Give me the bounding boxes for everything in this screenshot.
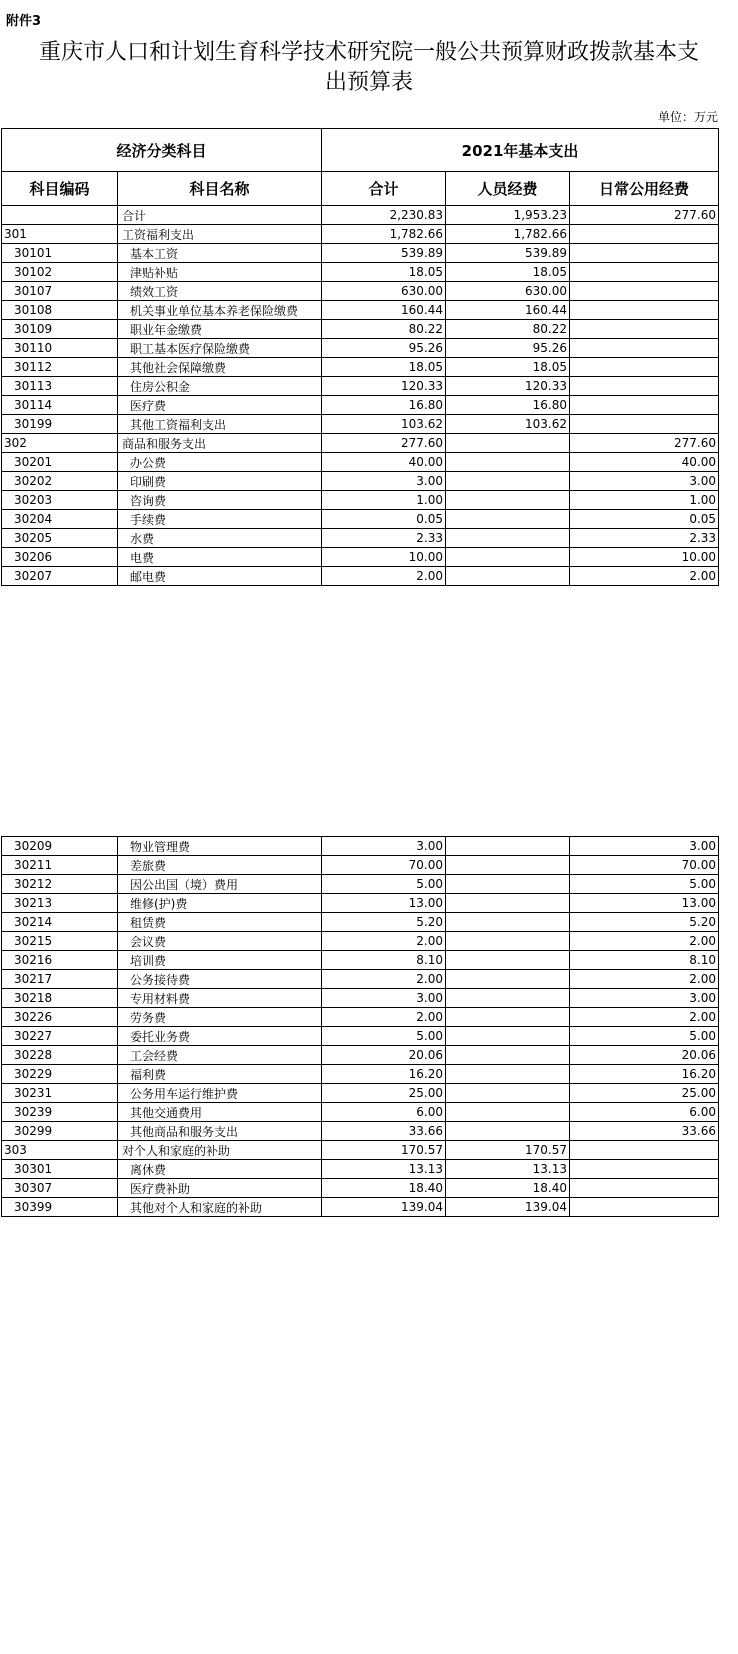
header-total: 合计 — [322, 172, 446, 206]
row-total: 95.26 — [322, 339, 446, 358]
row-public: 40.00 — [570, 453, 719, 472]
row-personnel — [446, 491, 570, 510]
header-econ-class: 经济分类科目 — [2, 129, 322, 172]
attachment-label: 附件3 — [6, 14, 42, 29]
row-total: 13.13 — [322, 1160, 446, 1179]
row-personnel — [446, 932, 570, 951]
row-public: 1.00 — [570, 491, 719, 510]
row-personnel: 16.80 — [446, 396, 570, 415]
row-name: 电费 — [118, 548, 322, 567]
row-personnel: 139.04 — [446, 1198, 570, 1217]
table-row — [2, 491, 719, 510]
row-total: 5.00 — [322, 1027, 446, 1046]
row-public: 2.00 — [570, 1008, 719, 1027]
row-public: 20.06 — [570, 1046, 719, 1065]
row-personnel: 18.40 — [446, 1179, 570, 1198]
row-code: 30216 — [2, 951, 118, 970]
row-name: 机关事业单位基本养老保险缴费 — [118, 301, 322, 320]
row-name: 差旅费 — [118, 856, 322, 875]
row-name: 委托业务费 — [118, 1027, 322, 1046]
table-row — [2, 1160, 719, 1179]
row-personnel — [446, 567, 570, 586]
row-code: 30307 — [2, 1179, 118, 1198]
row-personnel — [446, 453, 570, 472]
row-name: 培训费 — [118, 951, 322, 970]
table-row — [2, 856, 719, 875]
table-row — [2, 415, 719, 434]
header-name: 科目名称 — [118, 172, 322, 206]
row-public: 5.00 — [570, 1027, 719, 1046]
row-code: 30213 — [2, 894, 118, 913]
row-public — [570, 282, 719, 301]
row-name: 物业管理费 — [118, 837, 322, 856]
row-name: 住房公积金 — [118, 377, 322, 396]
row-public: 16.20 — [570, 1065, 719, 1084]
row-name: 办公费 — [118, 453, 322, 472]
row-total: 6.00 — [322, 1103, 446, 1122]
row-code: 30215 — [2, 932, 118, 951]
row-name: 医疗费 — [118, 396, 322, 415]
row-public: 2.00 — [570, 567, 719, 586]
row-code: 30301 — [2, 1160, 118, 1179]
row-public — [570, 377, 719, 396]
table-row — [2, 970, 719, 989]
row-name: 福利费 — [118, 1065, 322, 1084]
row-public: 2.00 — [570, 970, 719, 989]
row-code: 302 — [2, 434, 118, 453]
row-personnel: 1,782.66 — [446, 225, 570, 244]
row-personnel: 170.57 — [446, 1141, 570, 1160]
row-personnel — [446, 1027, 570, 1046]
row-code: 30201 — [2, 453, 118, 472]
table-row — [2, 244, 719, 263]
header-year-expense: 2021年基本支出 — [322, 129, 719, 172]
row-public: 6.00 — [570, 1103, 719, 1122]
row-name: 基本工资 — [118, 244, 322, 263]
table-row — [2, 1027, 719, 1046]
row-public — [570, 415, 719, 434]
row-name: 其他工资福利支出 — [118, 415, 322, 434]
row-total: 18.40 — [322, 1179, 446, 1198]
row-personnel — [446, 1046, 570, 1065]
row-code: 30218 — [2, 989, 118, 1008]
row-public: 25.00 — [570, 1084, 719, 1103]
row-total: 5.00 — [322, 875, 446, 894]
title-line-1: 重庆市人口和计划生育科学技术研究院一般公共预算财政拨款基本支 — [38, 40, 699, 65]
row-public: 2.00 — [570, 932, 719, 951]
table-row — [2, 1065, 719, 1084]
row-code: 30204 — [2, 510, 118, 529]
row-code: 30112 — [2, 358, 118, 377]
row-name: 劳务费 — [118, 1008, 322, 1027]
row-personnel — [446, 1103, 570, 1122]
row-total: 18.05 — [322, 263, 446, 282]
row-code: 30217 — [2, 970, 118, 989]
row-name: 租赁费 — [118, 913, 322, 932]
row-total: 3.00 — [322, 472, 446, 491]
row-total: 277.60 — [322, 434, 446, 453]
row-name: 因公出国（境）费用 — [118, 875, 322, 894]
row-total: 3.00 — [322, 837, 446, 856]
table-row — [2, 548, 719, 567]
row-public: 5.20 — [570, 913, 719, 932]
row-personnel — [446, 434, 570, 453]
row-total: 1,782.66 — [322, 225, 446, 244]
row-code: 30227 — [2, 1027, 118, 1046]
row-personnel — [446, 875, 570, 894]
row-name: 工资福利支出 — [118, 225, 322, 244]
row-total: 2.00 — [322, 932, 446, 951]
row-personnel: 160.44 — [446, 301, 570, 320]
row-name: 公务接待费 — [118, 970, 322, 989]
row-total: 80.22 — [322, 320, 446, 339]
row-total: 539.89 — [322, 244, 446, 263]
table-row — [2, 396, 719, 415]
row-name: 津贴补贴 — [118, 263, 322, 282]
table-row — [2, 932, 719, 951]
row-code: 30199 — [2, 415, 118, 434]
row-personnel — [446, 1084, 570, 1103]
header-code: 科目编码 — [2, 172, 118, 206]
row-public: 70.00 — [570, 856, 719, 875]
header-personnel: 人员经费 — [446, 172, 570, 206]
row-public — [570, 263, 719, 282]
row-total: 5.20 — [322, 913, 446, 932]
table-row — [2, 263, 719, 282]
row-public: 3.00 — [570, 989, 719, 1008]
row-code: 30211 — [2, 856, 118, 875]
row-personnel: 18.05 — [446, 358, 570, 377]
row-personnel — [446, 989, 570, 1008]
row-public: 277.60 — [570, 206, 719, 225]
row-name: 咨询费 — [118, 491, 322, 510]
row-public: 2.33 — [570, 529, 719, 548]
row-name: 会议费 — [118, 932, 322, 951]
table-row — [2, 1103, 719, 1122]
row-personnel: 1,953.23 — [446, 206, 570, 225]
row-total: 16.80 — [322, 396, 446, 415]
table-row — [2, 913, 719, 932]
table-row — [2, 225, 719, 244]
row-public — [570, 396, 719, 415]
row-total: 103.62 — [322, 415, 446, 434]
row-code: 30228 — [2, 1046, 118, 1065]
table-row — [2, 894, 719, 913]
row-personnel — [446, 913, 570, 932]
row-total: 139.04 — [322, 1198, 446, 1217]
row-total: 120.33 — [322, 377, 446, 396]
row-name: 手续费 — [118, 510, 322, 529]
row-name: 离休费 — [118, 1160, 322, 1179]
row-public — [570, 1160, 719, 1179]
row-total: 20.06 — [322, 1046, 446, 1065]
row-code: 30299 — [2, 1122, 118, 1141]
row-personnel: 103.62 — [446, 415, 570, 434]
row-name: 邮电费 — [118, 567, 322, 586]
row-name: 对个人和家庭的补助 — [118, 1141, 322, 1160]
table-row — [2, 529, 719, 548]
row-name: 职工基本医疗保险缴费 — [118, 339, 322, 358]
row-total: 8.10 — [322, 951, 446, 970]
row-personnel — [446, 894, 570, 913]
table-row — [2, 951, 719, 970]
row-total: 13.00 — [322, 894, 446, 913]
table-row — [2, 567, 719, 586]
row-personnel — [446, 548, 570, 567]
row-personnel: 80.22 — [446, 320, 570, 339]
page-title — [0, 38, 738, 98]
row-total: 33.66 — [322, 1122, 446, 1141]
row-public — [570, 320, 719, 339]
row-personnel — [446, 951, 570, 970]
row-public: 5.00 — [570, 875, 719, 894]
row-public: 277.60 — [570, 434, 719, 453]
row-total: 18.05 — [322, 358, 446, 377]
row-code: 30205 — [2, 529, 118, 548]
row-name: 医疗费补助 — [118, 1179, 322, 1198]
table-row — [2, 1141, 719, 1160]
row-total: 2.00 — [322, 567, 446, 586]
row-personnel — [446, 1065, 570, 1084]
row-public — [570, 244, 719, 263]
row-name: 商品和服务支出 — [118, 434, 322, 453]
row-public: 0.05 — [570, 510, 719, 529]
row-code: 30214 — [2, 913, 118, 932]
row-total: 70.00 — [322, 856, 446, 875]
row-public — [570, 339, 719, 358]
row-name: 印刷费 — [118, 472, 322, 491]
row-code: 30102 — [2, 263, 118, 282]
row-name: 工会经费 — [118, 1046, 322, 1065]
row-total: 630.00 — [322, 282, 446, 301]
row-total: 1.00 — [322, 491, 446, 510]
row-personnel: 630.00 — [446, 282, 570, 301]
row-name: 其他交通费用 — [118, 1103, 322, 1122]
table-row — [2, 282, 719, 301]
row-personnel — [446, 856, 570, 875]
row-name: 其他商品和服务支出 — [118, 1122, 322, 1141]
row-public — [570, 1141, 719, 1160]
table-row — [2, 377, 719, 396]
row-name: 水费 — [118, 529, 322, 548]
header-row-1 — [2, 129, 719, 172]
row-public: 13.00 — [570, 894, 719, 913]
row-total: 160.44 — [322, 301, 446, 320]
table-row — [2, 1046, 719, 1065]
row-code: 30110 — [2, 339, 118, 358]
row-public — [570, 225, 719, 244]
row-name: 职业年金缴费 — [118, 320, 322, 339]
table-row — [2, 206, 719, 225]
unit-label: 单位：万元 — [657, 110, 718, 124]
row-total: 2.00 — [322, 1008, 446, 1027]
row-code: 30109 — [2, 320, 118, 339]
row-public — [570, 301, 719, 320]
row-code: 30209 — [2, 837, 118, 856]
table-row — [2, 1084, 719, 1103]
row-personnel — [446, 837, 570, 856]
row-code: 30206 — [2, 548, 118, 567]
table-row — [2, 1179, 719, 1198]
row-name: 专用材料费 — [118, 989, 322, 1008]
row-personnel: 120.33 — [446, 377, 570, 396]
row-code: 30399 — [2, 1198, 118, 1217]
row-total: 3.00 — [322, 989, 446, 1008]
row-total: 0.05 — [322, 510, 446, 529]
row-code: 30114 — [2, 396, 118, 415]
table-row — [2, 301, 719, 320]
row-public: 8.10 — [570, 951, 719, 970]
row-code: 30207 — [2, 567, 118, 586]
budget-table-page-2 — [1, 836, 719, 1217]
row-code: 30226 — [2, 1008, 118, 1027]
row-public: 3.00 — [570, 837, 719, 856]
row-code: 30113 — [2, 377, 118, 396]
row-total: 25.00 — [322, 1084, 446, 1103]
row-public: 33.66 — [570, 1122, 719, 1141]
row-code — [2, 206, 118, 225]
row-name: 其他对个人和家庭的补助 — [118, 1198, 322, 1217]
table-row — [2, 1122, 719, 1141]
row-personnel: 95.26 — [446, 339, 570, 358]
row-code: 30231 — [2, 1084, 118, 1103]
row-name: 合计 — [118, 206, 322, 225]
row-personnel: 18.05 — [446, 263, 570, 282]
table-row — [2, 989, 719, 1008]
row-personnel — [446, 510, 570, 529]
table-row — [2, 875, 719, 894]
row-total: 170.57 — [322, 1141, 446, 1160]
row-personnel: 13.13 — [446, 1160, 570, 1179]
row-code: 30101 — [2, 244, 118, 263]
table-row — [2, 1008, 719, 1027]
row-code: 301 — [2, 225, 118, 244]
row-name: 绩效工资 — [118, 282, 322, 301]
table-row — [2, 472, 719, 491]
row-public: 3.00 — [570, 472, 719, 491]
row-personnel — [446, 472, 570, 491]
row-name: 公务用车运行维护费 — [118, 1084, 322, 1103]
row-total: 10.00 — [322, 548, 446, 567]
row-total: 2.33 — [322, 529, 446, 548]
row-name: 维修(护)费 — [118, 894, 322, 913]
table-row — [2, 320, 719, 339]
row-code: 303 — [2, 1141, 118, 1160]
table-row — [2, 434, 719, 453]
row-public — [570, 1179, 719, 1198]
header-row-2 — [2, 172, 719, 206]
row-code: 30212 — [2, 875, 118, 894]
table-row — [2, 1198, 719, 1217]
row-personnel — [446, 1008, 570, 1027]
title-line-2: 出预算表 — [324, 70, 413, 95]
row-total: 2,230.83 — [322, 206, 446, 225]
table-row — [2, 358, 719, 377]
header-public: 日常公用经费 — [570, 172, 719, 206]
row-personnel — [446, 970, 570, 989]
row-total: 16.20 — [322, 1065, 446, 1084]
row-personnel: 539.89 — [446, 244, 570, 263]
row-total: 2.00 — [322, 970, 446, 989]
row-public: 10.00 — [570, 548, 719, 567]
row-personnel — [446, 1122, 570, 1141]
row-public — [570, 1198, 719, 1217]
row-code: 30229 — [2, 1065, 118, 1084]
row-code: 30239 — [2, 1103, 118, 1122]
row-personnel — [446, 529, 570, 548]
row-name: 其他社会保障缴费 — [118, 358, 322, 377]
row-code: 30107 — [2, 282, 118, 301]
budget-table-page-1 — [1, 128, 719, 586]
row-public — [570, 358, 719, 377]
table-row — [2, 510, 719, 529]
row-total: 40.00 — [322, 453, 446, 472]
row-code: 30202 — [2, 472, 118, 491]
table-row — [2, 339, 719, 358]
table-row — [2, 837, 719, 856]
row-code: 30203 — [2, 491, 118, 510]
row-code: 30108 — [2, 301, 118, 320]
table-row — [2, 453, 719, 472]
